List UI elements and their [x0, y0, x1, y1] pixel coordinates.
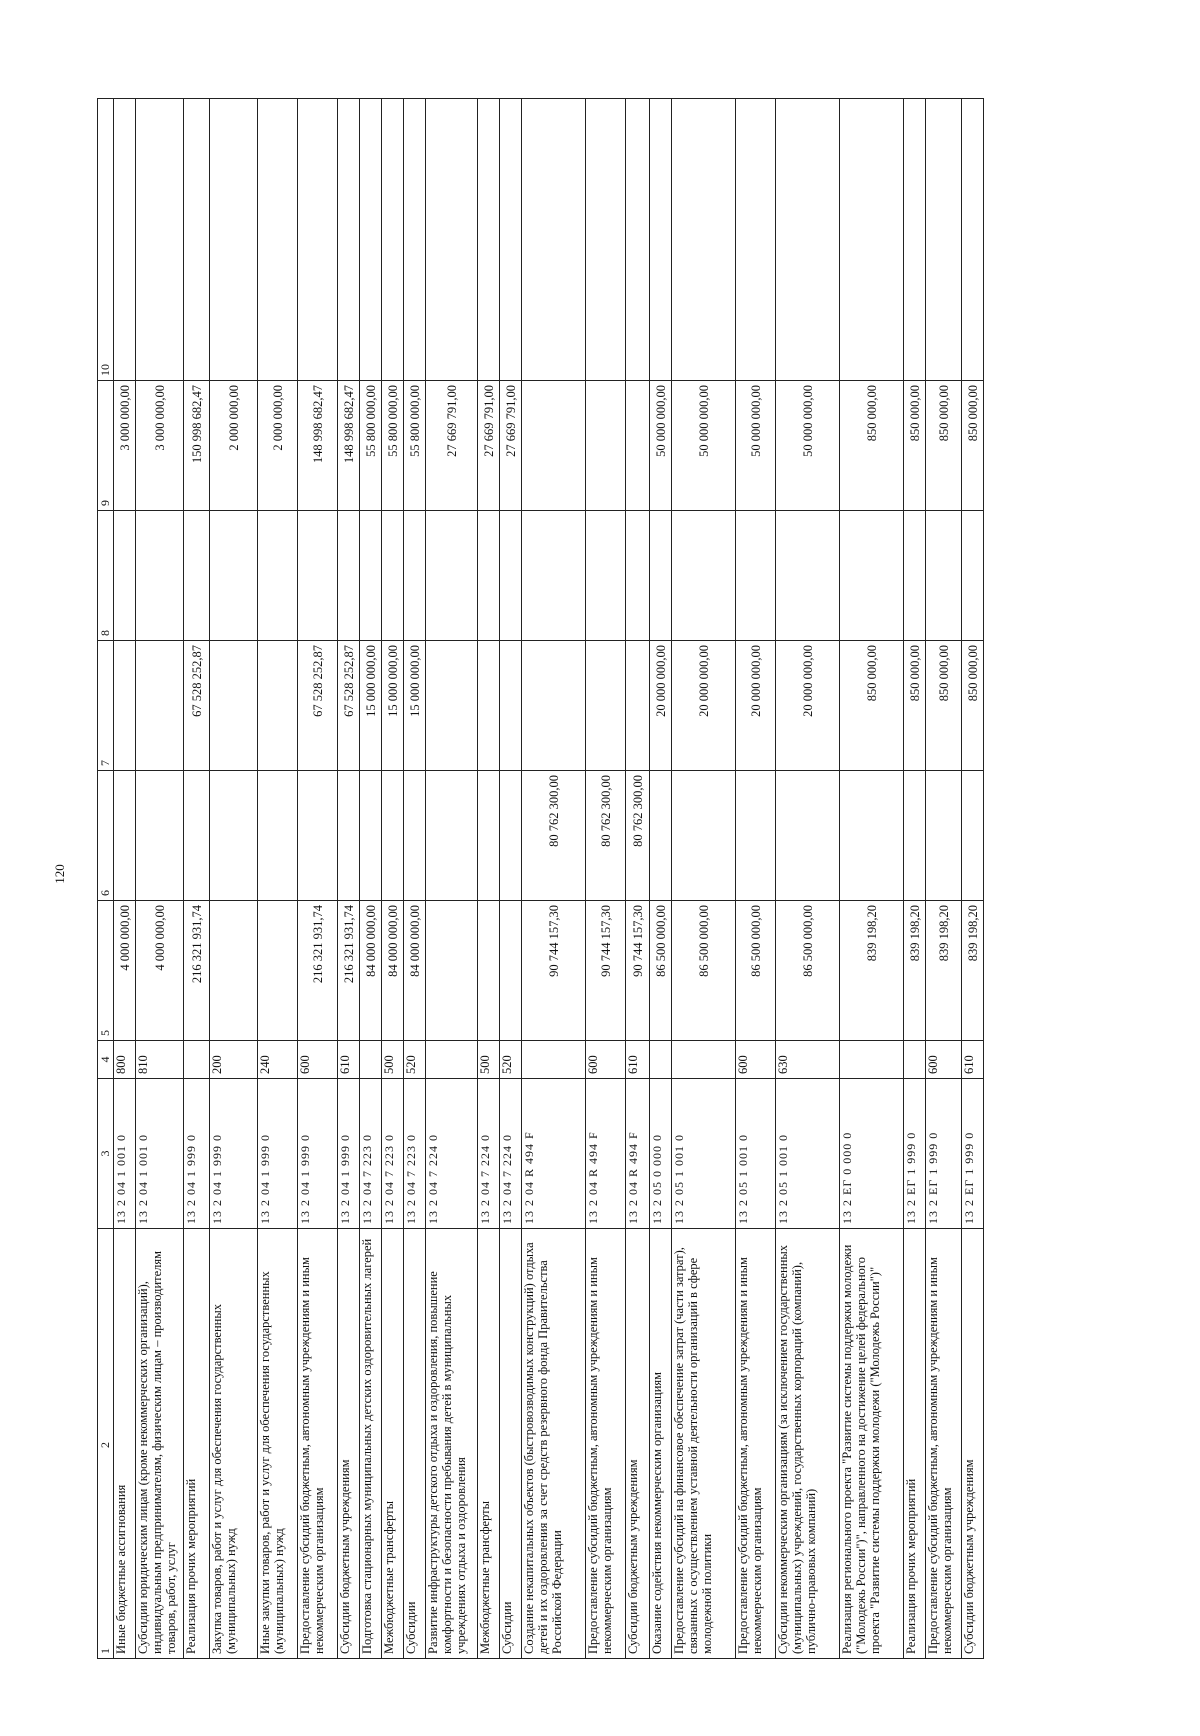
amount-cell-7: 20 000 000,00 [650, 641, 672, 771]
header-cell-4: 4 [98, 1041, 114, 1079]
amount-cell-9: 148 998 682,47 [338, 381, 360, 511]
amount-cell-5: 86 500 000,00 [672, 901, 736, 1041]
amount-cell-9: 50 000 000,00 [672, 381, 736, 511]
amount-cell-10 [404, 99, 426, 381]
amount-cell-7: 850 000,00 [962, 641, 984, 771]
amount-cell-8 [404, 511, 426, 641]
code-cell: 13 2 EГ 1 999 0 [962, 1079, 984, 1229]
table-row [500, 99, 522, 1659]
table-row [258, 99, 298, 1659]
amount-cell-6 [136, 771, 184, 901]
amount-cell-8 [500, 511, 522, 641]
amount-cell-7 [426, 641, 478, 771]
table-row [298, 99, 338, 1659]
amount-cell-6 [736, 771, 776, 901]
amount-cell-6 [382, 771, 404, 901]
vr-cell: 800 [114, 1041, 136, 1079]
vr-cell: 600 [586, 1041, 626, 1079]
name-cell: Развитие инфраструктуры детского отдыха и оздоровления, повышение комфортности и безопасности пребывания детей в муниципальных учреждениях отдыха и оздоровления [426, 1229, 478, 1659]
amount-cell-7: 20 000 000,00 [736, 641, 776, 771]
amount-cell-7 [626, 641, 650, 771]
amount-cell-8 [586, 511, 626, 641]
amount-cell-7: 15 000 000,00 [360, 641, 382, 771]
amount-cell-8 [904, 511, 926, 641]
name-cell: Субсидии [500, 1229, 522, 1659]
amount-cell-8 [210, 511, 258, 641]
amount-cell-5: 86 500 000,00 [650, 901, 672, 1041]
amount-cell-9: 2 000 000,00 [210, 381, 258, 511]
table-body [98, 99, 984, 1659]
amount-cell-5: 90 744 157,30 [522, 901, 586, 1041]
amount-cell-10 [962, 99, 984, 381]
table-row [904, 99, 926, 1659]
amount-cell-5: 216 321 931,74 [338, 901, 360, 1041]
vr-cell [904, 1041, 926, 1079]
amount-cell-5: 84 000 000,00 [382, 901, 404, 1041]
amount-cell-7 [522, 641, 586, 771]
code-cell: 13 2 04 R 494 F [626, 1079, 650, 1229]
amount-cell-10 [650, 99, 672, 381]
name-cell: Предоставление субсидий на финансовое обеспечение затрат (части затрат), связанных с осуществлением уставной деятельности организаций в сфере молодежной политики [672, 1229, 736, 1659]
amount-cell-6 [338, 771, 360, 901]
amount-cell-9: 50 000 000,00 [650, 381, 672, 511]
name-cell: Субсидии бюджетным учреждениям [626, 1229, 650, 1659]
amount-cell-5: 84 000 000,00 [404, 901, 426, 1041]
amount-cell-7 [114, 641, 136, 771]
amount-cell-8 [360, 511, 382, 641]
amount-cell-10 [840, 99, 904, 381]
amount-cell-10 [904, 99, 926, 381]
amount-cell-9: 55 800 000,00 [360, 381, 382, 511]
amount-cell-9 [522, 381, 586, 511]
table-row [136, 99, 184, 1659]
table-row [114, 99, 136, 1659]
code-cell: 13 2 04 1 999 0 [184, 1079, 210, 1229]
table-row [360, 99, 382, 1659]
amount-cell-5: 839 198,20 [962, 901, 984, 1041]
code-cell: 13 2 04 7 223 0 [360, 1079, 382, 1229]
amount-cell-6 [650, 771, 672, 901]
vr-cell [840, 1041, 904, 1079]
amount-cell-7 [586, 641, 626, 771]
amount-cell-10 [360, 99, 382, 381]
amount-cell-8 [184, 511, 210, 641]
amount-cell-7: 20 000 000,00 [776, 641, 840, 771]
vr-cell: 500 [478, 1041, 500, 1079]
name-cell: Предоставление субсидий бюджетным, автономным учреждениям и иным некоммерческим организациям [298, 1229, 338, 1659]
amount-cell-8 [672, 511, 736, 641]
amount-cell-7: 15 000 000,00 [404, 641, 426, 771]
table-row [382, 99, 404, 1659]
amount-cell-10 [426, 99, 478, 381]
amount-cell-8 [736, 511, 776, 641]
vr-cell [672, 1041, 736, 1079]
amount-cell-10 [210, 99, 258, 381]
vr-cell: 520 [500, 1041, 522, 1079]
amount-cell-6 [500, 771, 522, 901]
amount-cell-8 [962, 511, 984, 641]
amount-cell-5: 839 198,20 [840, 901, 904, 1041]
amount-cell-10 [672, 99, 736, 381]
amount-cell-10 [626, 99, 650, 381]
name-cell: Субсидии бюджетным учреждениям [338, 1229, 360, 1659]
vr-cell: 610 [338, 1041, 360, 1079]
table-row [586, 99, 626, 1659]
table-row [650, 99, 672, 1659]
amount-cell-6 [298, 771, 338, 901]
amount-cell-10 [522, 99, 586, 381]
amount-cell-9: 850 000,00 [904, 381, 926, 511]
vr-cell [360, 1041, 382, 1079]
name-cell: Субсидии некоммерческим организациям (за исключением государственных (муниципальных) учреждений, государственных корпораций (компаний), публично-правовых компаний) [776, 1229, 840, 1659]
amount-cell-6 [258, 771, 298, 901]
name-cell: Реализация регионального проекта "Развитие системы поддержки молодежи ("Молодежь России")", направленного на достижение целей федерального проекта "Развитие системы поддержки молодежи ("Молодежь России")" [840, 1229, 904, 1659]
amount-cell-9: 3 000 000,00 [136, 381, 184, 511]
code-cell: 13 2 04 7 224 0 [500, 1079, 522, 1229]
header-cell-6: 6 [98, 771, 114, 901]
code-cell: 13 2 05 1 001 0 [672, 1079, 736, 1229]
amount-cell-6: 80 762 300,00 [626, 771, 650, 901]
vr-cell [522, 1041, 586, 1079]
amount-cell-9: 55 800 000,00 [382, 381, 404, 511]
code-cell: 13 2 EГ 1 999 0 [904, 1079, 926, 1229]
amount-cell-5: 4 000 000,00 [114, 901, 136, 1041]
amount-cell-7 [478, 641, 500, 771]
code-cell: 13 2 04 R 494 F [522, 1079, 586, 1229]
amount-cell-8 [926, 511, 962, 641]
name-cell: Создание некапитальных объектов (быстровозводимых конструкций) отдыха детей и их оздоровления за счет средств резервного фонда Правительства Российской Федерации [522, 1229, 586, 1659]
header-cell-8: 8 [98, 511, 114, 641]
name-cell: Межбюджетные трансферты [478, 1229, 500, 1659]
amount-cell-7 [500, 641, 522, 771]
amount-cell-7: 67 528 252,87 [184, 641, 210, 771]
amount-cell-10 [184, 99, 210, 381]
amount-cell-8 [626, 511, 650, 641]
name-cell: Субсидии юридическим лицам (кроме некоммерческих организаций), индивидуальным предпринимателям, физическим лицам – производителям товаров, работ, услуг [136, 1229, 184, 1659]
table-row [338, 99, 360, 1659]
code-cell: 13 2 04 1 999 0 [338, 1079, 360, 1229]
vr-cell [184, 1041, 210, 1079]
amount-cell-5 [258, 901, 298, 1041]
vr-cell: 520 [404, 1041, 426, 1079]
amount-cell-9: 148 998 682,47 [298, 381, 338, 511]
code-cell: 13 2 EГ 0 000 0 [840, 1079, 904, 1229]
amount-cell-7: 67 528 252,87 [298, 641, 338, 771]
amount-cell-7: 15 000 000,00 [382, 641, 404, 771]
table-row [426, 99, 478, 1659]
amount-cell-5: 216 321 931,74 [184, 901, 210, 1041]
amount-cell-9: 850 000,00 [926, 381, 962, 511]
name-cell: Реализация прочих мероприятий [904, 1229, 926, 1659]
vr-cell: 600 [736, 1041, 776, 1079]
amount-cell-7 [258, 641, 298, 771]
amount-cell-7: 850 000,00 [926, 641, 962, 771]
code-cell: 13 2 04 7 223 0 [382, 1079, 404, 1229]
amount-cell-10 [478, 99, 500, 381]
amount-cell-7: 850 000,00 [904, 641, 926, 771]
amount-cell-6 [210, 771, 258, 901]
code-cell: 13 2 04 1 999 0 [210, 1079, 258, 1229]
header-cell-3: 3 [98, 1079, 114, 1229]
amount-cell-10 [258, 99, 298, 381]
header-cell-10: 10 [98, 99, 114, 381]
amount-cell-10 [338, 99, 360, 381]
name-cell: Субсидии бюджетным учреждениям [962, 1229, 984, 1659]
amount-cell-9: 27 669 791,00 [500, 381, 522, 511]
amount-cell-5 [426, 901, 478, 1041]
amount-cell-6 [360, 771, 382, 901]
amount-cell-7 [210, 641, 258, 771]
vr-cell: 600 [926, 1041, 962, 1079]
code-cell: 13 2 05 1 001 0 [736, 1079, 776, 1229]
table-row [522, 99, 586, 1659]
vr-cell: 600 [298, 1041, 338, 1079]
amount-cell-9: 850 000,00 [962, 381, 984, 511]
amount-cell-10 [136, 99, 184, 381]
amount-cell-5: 216 321 931,74 [298, 901, 338, 1041]
amount-cell-5: 90 744 157,30 [586, 901, 626, 1041]
vr-cell [650, 1041, 672, 1079]
amount-cell-8 [478, 511, 500, 641]
table-row [926, 99, 962, 1659]
amount-cell-8 [840, 511, 904, 641]
table-row [210, 99, 258, 1659]
amount-cell-6 [404, 771, 426, 901]
amount-cell-9: 850 000,00 [840, 381, 904, 511]
amount-cell-8 [298, 511, 338, 641]
amount-cell-6 [478, 771, 500, 901]
vr-cell: 500 [382, 1041, 404, 1079]
amount-cell-10 [298, 99, 338, 381]
code-cell: 13 2 EГ 1 999 0 [926, 1079, 962, 1229]
amount-cell-5: 839 198,20 [904, 901, 926, 1041]
name-cell: Межбюджетные трансферты [382, 1229, 404, 1659]
amount-cell-10 [586, 99, 626, 381]
code-cell: 13 2 04 7 224 0 [426, 1079, 478, 1229]
amount-cell-5 [478, 901, 500, 1041]
amount-cell-5 [500, 901, 522, 1041]
amount-cell-7 [136, 641, 184, 771]
amount-cell-5: 84 000 000,00 [360, 901, 382, 1041]
table-row [478, 99, 500, 1659]
amount-cell-9: 27 669 791,00 [478, 381, 500, 511]
header-cell-7: 7 [98, 641, 114, 771]
page-number: 120 [52, 864, 67, 884]
amount-cell-5: 4 000 000,00 [136, 901, 184, 1041]
amount-cell-9: 27 669 791,00 [426, 381, 478, 511]
header-cell-5: 5 [98, 901, 114, 1041]
amount-cell-6 [672, 771, 736, 901]
amount-cell-8 [382, 511, 404, 641]
amount-cell-6: 80 762 300,00 [586, 771, 626, 901]
name-cell: Оказание содействия некоммерческим организациям [650, 1229, 672, 1659]
amount-cell-9: 3 000 000,00 [114, 381, 136, 511]
code-cell: 13 2 04 7 224 0 [478, 1079, 500, 1229]
amount-cell-8 [426, 511, 478, 641]
table-row [736, 99, 776, 1659]
vr-cell [426, 1041, 478, 1079]
amount-cell-7: 850 000,00 [840, 641, 904, 771]
amount-cell-5 [210, 901, 258, 1041]
vr-cell: 610 [626, 1041, 650, 1079]
amount-cell-9: 50 000 000,00 [736, 381, 776, 511]
name-cell: Субсидии [404, 1229, 426, 1659]
table-row [672, 99, 736, 1659]
name-cell: Реализация прочих мероприятий [184, 1229, 210, 1659]
amount-cell-6 [962, 771, 984, 901]
name-cell: Подготовка стационарных муниципальных детских оздоровительных лагерей [360, 1229, 382, 1659]
vr-cell: 240 [258, 1041, 298, 1079]
code-cell: 13 2 05 0 000 0 [650, 1079, 672, 1229]
amount-cell-10 [382, 99, 404, 381]
amount-cell-10 [114, 99, 136, 381]
table-row [840, 99, 904, 1659]
code-cell: 13 2 04 1 001 0 [114, 1079, 136, 1229]
amount-cell-7: 67 528 252,87 [338, 641, 360, 771]
table-row [626, 99, 650, 1659]
amount-cell-9: 55 800 000,00 [404, 381, 426, 511]
code-cell: 13 2 04 R 494 F [586, 1079, 626, 1229]
amount-cell-10 [776, 99, 840, 381]
header-row [98, 99, 114, 1659]
amount-cell-10 [736, 99, 776, 381]
rotated-table-container [97, 99, 1097, 1659]
vr-cell: 810 [136, 1041, 184, 1079]
code-cell: 13 2 04 1 999 0 [298, 1079, 338, 1229]
name-cell: Иные бюджетные ассигнования [114, 1229, 136, 1659]
amount-cell-5: 839 198,20 [926, 901, 962, 1041]
amount-cell-6 [776, 771, 840, 901]
amount-cell-9: 150 998 682,47 [184, 381, 210, 511]
table-row [404, 99, 426, 1659]
amount-cell-8 [258, 511, 298, 641]
amount-cell-6 [184, 771, 210, 901]
amount-cell-10 [500, 99, 522, 381]
amount-cell-5: 90 744 157,30 [626, 901, 650, 1041]
amount-cell-5: 86 500 000,00 [776, 901, 840, 1041]
amount-cell-6 [114, 771, 136, 901]
name-cell: Закупка товаров, работ и услуг для обеспечения государственных (муниципальных) нужд [210, 1229, 258, 1659]
amount-cell-9: 50 000 000,00 [776, 381, 840, 511]
table-row [962, 99, 984, 1659]
amount-cell-8 [338, 511, 360, 641]
amount-cell-8 [522, 511, 586, 641]
amount-cell-8 [776, 511, 840, 641]
code-cell: 13 2 04 7 223 0 [404, 1079, 426, 1229]
name-cell: Предоставление субсидий бюджетным, автономным учреждениям и иным некоммерческим организациям [926, 1229, 962, 1659]
name-cell: Предоставление субсидий бюджетным, автономным учреждениям и иным некоммерческим организациям [586, 1229, 626, 1659]
amount-cell-5: 86 500 000,00 [736, 901, 776, 1041]
amount-cell-6 [426, 771, 478, 901]
budget-table [97, 98, 984, 1659]
amount-cell-8 [650, 511, 672, 641]
code-cell: 13 2 04 1 001 0 [136, 1079, 184, 1229]
amount-cell-7: 20 000 000,00 [672, 641, 736, 771]
name-cell: Предоставление субсидий бюджетным, автономным учреждениям и иным некоммерческим организациям [736, 1229, 776, 1659]
amount-cell-10 [926, 99, 962, 381]
amount-cell-6 [840, 771, 904, 901]
amount-cell-8 [114, 511, 136, 641]
table-row [184, 99, 210, 1659]
code-cell: 13 2 04 1 999 0 [258, 1079, 298, 1229]
amount-cell-6: 80 762 300,00 [522, 771, 586, 901]
amount-cell-9: 2 000 000,00 [258, 381, 298, 511]
amount-cell-6 [926, 771, 962, 901]
table-row [776, 99, 840, 1659]
amount-cell-9 [626, 381, 650, 511]
amount-cell-6 [904, 771, 926, 901]
vr-cell: 630 [776, 1041, 840, 1079]
amount-cell-9 [586, 381, 626, 511]
vr-cell: 200 [210, 1041, 258, 1079]
header-cell-1: 12 [98, 1229, 114, 1659]
vr-cell: 610 [962, 1041, 984, 1079]
code-cell: 13 2 05 1 001 0 [776, 1079, 840, 1229]
header-cell-9: 9 [98, 381, 114, 511]
amount-cell-8 [136, 511, 184, 641]
name-cell: Иные закупки товаров, работ и услуг для обеспечения государственных (муниципальных) нужд [258, 1229, 298, 1659]
